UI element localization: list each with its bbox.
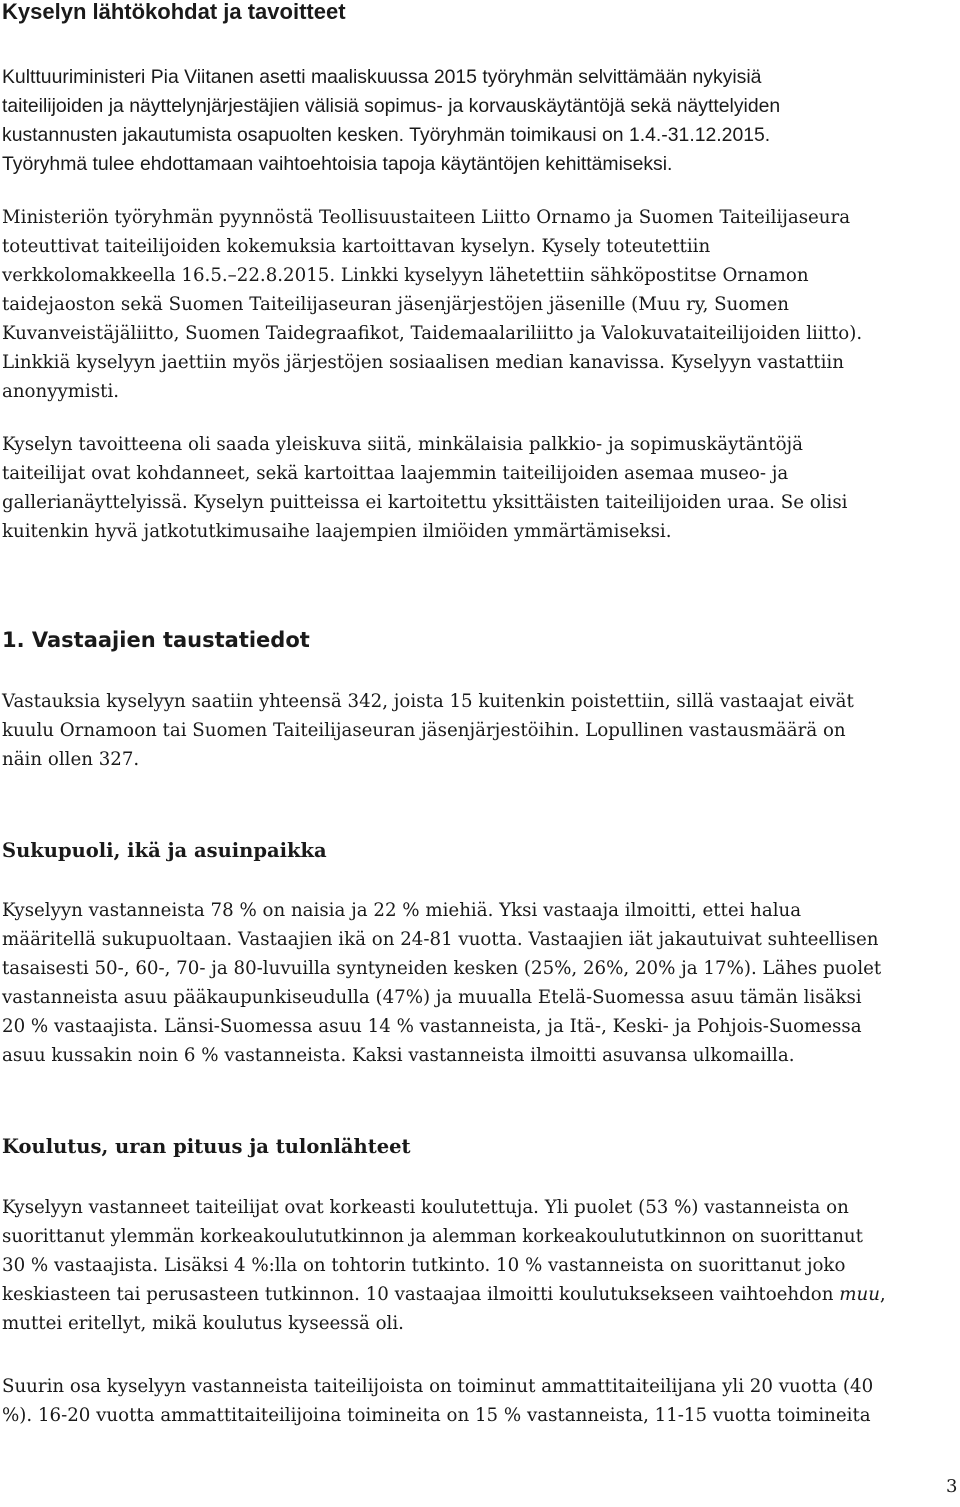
- paragraph-line: taiteilijoiden ja näyttelynjärjestäjien välisiä sopimus- ja korvauskäytäntöjä sekä näyttelyiden: [2, 95, 781, 117]
- paragraph-line: näin ollen 327.: [2, 749, 140, 770]
- paragraph-line: toteuttivat taiteilijoiden kokemuksia kartoittavan kyselyn. Kysely toteutettiin: [2, 236, 711, 257]
- paragraph-line: Kyselyn tavoitteena oli saada yleiskuva siitä, minkälaisia palkkio- ja sopimuskäytäntöjä: [2, 434, 804, 455]
- subsection-heading: Koulutus, uran pituus ja tulonlähteet: [2, 1135, 411, 1158]
- paragraph-line: muttei eritellyt, mikä koulutus kyseessä oli.: [2, 1313, 404, 1334]
- paragraph-line: Linkkiä kyselyyn jaettiin myös järjestöjen sosiaalisen median kanavissa. Kyselyyn vastattiin: [2, 352, 844, 373]
- text-run: ,: [879, 1284, 886, 1305]
- subsection-heading: Sukupuoli, ikä ja asuinpaikka: [2, 839, 327, 862]
- paragraph-line: kustannusten jakautumista osapuolten kesken. Työryhmän toimikausi on 1.4.-31.12.2015.: [2, 124, 771, 146]
- career-paragraph: [2, 1372, 873, 1430]
- intro-paragraph: [2, 63, 780, 179]
- paragraph-line: verkkolomakkeella 16.5.–22.8.2015. Linkki kyselyyn lähetettiin sähköpostitse Ornamon: [2, 265, 809, 286]
- paragraph-line: asuu kussakin noin 6 % vastanneista. Kaksi vastanneista ilmoitti asuvansa ulkomailla.: [2, 1045, 795, 1066]
- demographics-paragraph: [2, 896, 881, 1070]
- paragraph-line: kuulu Ornamoon tai Suomen Taiteilijaseuran jäsenjärjestöihin. Lopullinen vastausmäärä on: [2, 720, 846, 741]
- paragraph-line: suorittanut ylemmän korkeakoulututkinnon ja alemman korkeakoulututkinnon on suorittanut: [2, 1226, 863, 1247]
- method-paragraph: [2, 203, 862, 406]
- paragraph-line: määritellä sukupuoltaan. Vastaajien ikä on 24-81 vuotta. Vastaajien iät jakautuivat suhteellisen: [2, 929, 879, 950]
- paragraph-line: Kyselyyn vastanneista 78 % on naisia ja 22 % miehiä. Yksi vastaaja ilmoitti, ettei halua: [2, 900, 802, 921]
- section-heading: 1. Vastaajien taustatiedot: [2, 628, 310, 652]
- text-run: keskiasteen tai perusasteen tutkinnon. 10 vastaajaa ilmoitti koulutuksekseen vaihtoehdon: [2, 1284, 840, 1305]
- paragraph-line: gallerianäyttelyissä. Kyselyn puitteissa ei kartoitettu yksittäisten taiteilijoiden uraa. Se olisi: [2, 492, 848, 513]
- education-paragraph: [2, 1193, 886, 1338]
- paragraph-line: Työryhmä tulee ehdottamaan vaihtoehtoisia tapoja käytäntöjen kehittämiseksi.: [2, 153, 673, 175]
- paragraph-line: anonyymisti.: [2, 381, 120, 402]
- paragraph-line: Kyselyyn vastanneet taiteilijat ovat korkeasti koulutettuja. Yli puolet (53 %) vastanneista on: [2, 1197, 849, 1218]
- paragraph-line: kuitenkin hyvä jatkotutkimusaihe laajempien ilmiöiden ymmärtämiseksi.: [2, 521, 672, 542]
- main-heading: Kyselyn lähtökohdat ja tavoitteet: [2, 0, 346, 24]
- paragraph-line: Kuvanveistäjäliitto, Suomen Taidegraafikot, Taidemaalariliitto ja Valokuvataiteilijoiden liitto).: [2, 323, 863, 344]
- paragraph-line: vastanneista asuu pääkaupunkiseudulla (47%) ja muualla Etelä-Suomessa asuu tämän lisäksi: [2, 987, 862, 1008]
- page-number: 3: [946, 1476, 958, 1497]
- paragraph-line: 20 % vastaajista. Länsi-Suomessa asuu 14 % vastanneista, ja Itä-, Keski- ja Pohjois-Suomessa: [2, 1016, 862, 1037]
- paragraph-line: tasaisesti 50-, 60-, 70- ja 80-luvuilla syntyneiden kesken (25%, 26%, 20% ja 17%). Lähes puolet: [2, 958, 882, 979]
- paragraph-line: Vastauksia kyselyyn saatiin yhteensä 342, joista 15 kuitenkin poistettiin, sillä vastaajat eivät: [2, 691, 854, 712]
- respondents-paragraph: [2, 687, 854, 774]
- paragraph-line: Ministeriön työryhmän pyynnöstä Teollisuustaiteen Liitto Ornamo ja Suomen Taiteilijaseura: [2, 207, 851, 228]
- paragraph-line: [2, 1280, 886, 1309]
- paragraph-line: Suurin osa kyselyyn vastanneista taiteilijoista on toiminut ammattitaiteilijana yli 20 vuotta (40: [2, 1376, 874, 1397]
- paragraph-line: %). 16-20 vuotta ammattitaiteilijoina toimineita on 15 % vastanneista, 11-15 vuotta toimineita: [2, 1405, 871, 1426]
- goals-paragraph: [2, 430, 847, 546]
- paragraph-line: 30 % vastaajista. Lisäksi 4 %:lla on tohtorin tutkinto. 10 % vastanneista on suorittanut joko: [2, 1255, 846, 1276]
- paragraph-line: Kulttuuriministeri Pia Viitanen asetti maaliskuussa 2015 työryhmän selvittämään nykyisiä: [2, 66, 762, 88]
- paragraph-line: taiteilijat ovat kohdanneet, sekä kartoittaa laajemmin taiteilijoiden asemaa museo- ja: [2, 463, 789, 484]
- emphasized-text: muu: [839, 1284, 880, 1305]
- paragraph-line: taidejaoston sekä Suomen Taiteilijaseuran jäsenjärjestöjen jäsenille (Muu ry, Suomen: [2, 294, 790, 315]
